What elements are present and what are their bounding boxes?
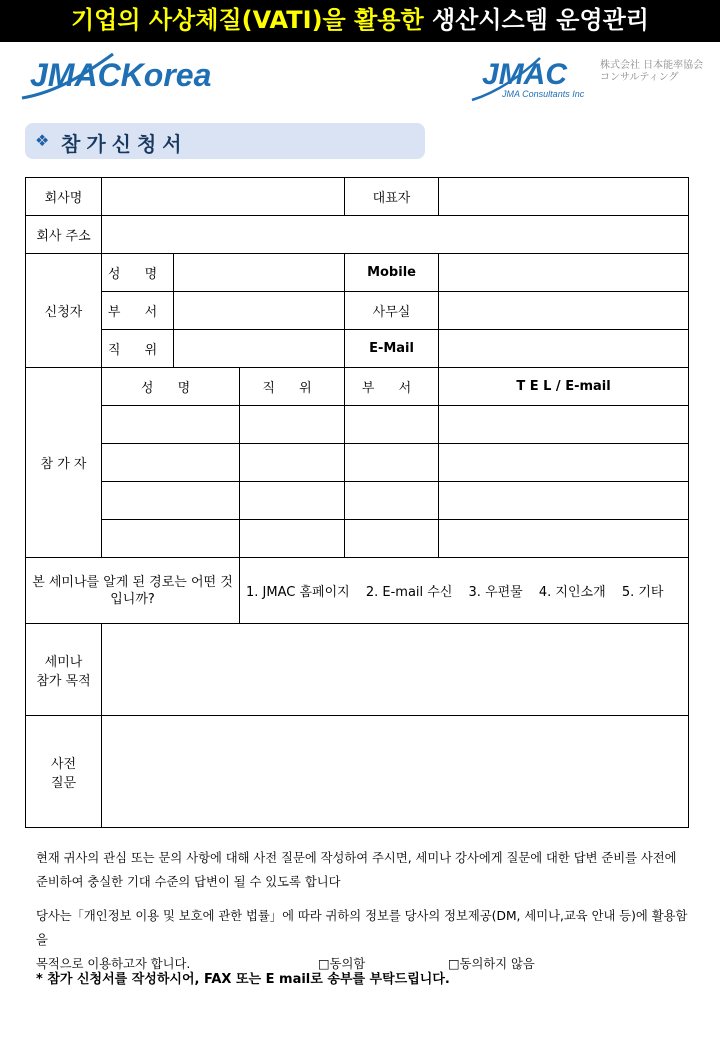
participant-name-field[interactable] (102, 482, 240, 520)
office-label: 사무실 (345, 292, 439, 330)
applicant-position-field[interactable] (174, 330, 345, 368)
route-options (240, 558, 689, 624)
participant-dept-field[interactable] (345, 444, 439, 482)
applicant-dept-label: 부 서 (102, 292, 174, 330)
participant-position-field[interactable] (240, 482, 345, 520)
participant-row (26, 406, 689, 444)
participant-position-field[interactable] (240, 406, 345, 444)
route-option-email[interactable]: 2. E-mail 수신 (365, 585, 453, 600)
applicant-position-label: 직 위 (102, 330, 174, 368)
notes-line2: 준비하여 충실한 기대 수준의 답변이 될 수 있도록 합니다 (36, 875, 341, 889)
participant-contact-field[interactable] (439, 444, 689, 482)
applicant-dept-field[interactable] (174, 292, 345, 330)
applicant-name-label: 성 명 (102, 254, 174, 292)
jmac-logo-text: JMAC (482, 58, 568, 91)
mobile-label: Mobile (345, 254, 439, 292)
pre-question-label-line1: 사전 (50, 756, 77, 772)
participant-position-header: 직 위 (240, 368, 345, 406)
ceo-label: 대표자 (345, 178, 439, 216)
participant-name-field[interactable] (102, 520, 240, 558)
company-address-label: 회사 주소 (26, 216, 102, 254)
participant-name-field[interactable] (102, 444, 240, 482)
mobile-field[interactable] (439, 254, 689, 292)
applicant-name-field[interactable] (174, 254, 345, 292)
application-form-table (25, 177, 689, 828)
notes-line4: 목적으로 이용하고자 합니다. (36, 957, 191, 971)
participant-dept-field[interactable] (345, 482, 439, 520)
seminar-purpose-label-line2: 참가 목적 (36, 673, 91, 689)
participant-position-field[interactable] (240, 520, 345, 558)
participant-contact-header: T E L / E-mail (439, 368, 689, 406)
participant-contact-field[interactable] (439, 482, 689, 520)
section-header (25, 123, 425, 159)
notes-section (36, 846, 696, 976)
diamond-bullet-icon: ❖ (35, 131, 50, 150)
jmac-korea-logo (18, 52, 278, 104)
pre-question-label (26, 716, 102, 828)
email-field[interactable] (439, 330, 689, 368)
pre-question-label-line2: 질문 (50, 775, 77, 791)
final-instruction: * 참가 신청서를 작성하시어, FAX 또는 E mail로 송부를 부탁드립니다. (36, 972, 450, 987)
jp-name-line1: 株式会社 日本能率協会 (600, 60, 704, 71)
jp-name-line2: コンサルティング (600, 72, 679, 83)
banner-title-part1: 기업의 사상체질(VATI)을 활용한 (71, 6, 432, 34)
seminar-purpose-label (26, 624, 102, 716)
jmac-japanese-name (600, 60, 703, 84)
participant-name-field[interactable] (102, 406, 240, 444)
notes-line1: 현재 귀사의 관심 또는 문의 사항에 대해 사전 질문에 작성하여 주시면, 세미나 강사에게 질문에 대한 답변 준비를 사전에 (36, 851, 677, 865)
participant-dept-field[interactable] (345, 520, 439, 558)
route-option-mail[interactable]: 3. 우편물 (468, 585, 523, 600)
company-address-field[interactable] (102, 216, 689, 254)
seminar-purpose-label-line1: 세미나 (44, 654, 83, 670)
participant-row (26, 482, 689, 520)
company-name-field[interactable] (102, 178, 345, 216)
agree-checkbox[interactable]: □동의함 (318, 957, 366, 971)
participant-contact-field[interactable] (439, 520, 689, 558)
route-option-referral[interactable]: 4. 지인소개 (538, 585, 606, 600)
participant-row (26, 444, 689, 482)
office-field[interactable] (439, 292, 689, 330)
section-title: 참가신청서 (61, 132, 188, 156)
participant-dept-header: 부 서 (345, 368, 439, 406)
participant-dept-field[interactable] (345, 406, 439, 444)
jmac-logo-subtext: JMA Consultants Inc (502, 89, 585, 99)
banner-title-part2: 생산시스템 운영관리 (431, 6, 649, 34)
participant-row (26, 520, 689, 558)
jmac-korea-logo-text: JMACKorea (30, 57, 212, 93)
email-label: E-Mail (345, 330, 439, 368)
participants-label: 참 가 자 (26, 368, 102, 558)
route-question: 본 세미나를 알게 된 경로는 어떤 것입니까? (26, 558, 240, 624)
company-name-label: 회사명 (26, 178, 102, 216)
pre-question-field[interactable] (102, 716, 689, 828)
applicant-label: 신청자 (26, 254, 102, 368)
disagree-checkbox[interactable]: □동의하지 않음 (448, 957, 535, 971)
participant-contact-field[interactable] (439, 406, 689, 444)
route-option-homepage[interactable]: 1. JMAC 홈페이지 (246, 585, 350, 600)
seminar-purpose-field[interactable] (102, 624, 689, 716)
notes-line3: 당사는「개인정보 이용 및 보호에 관한 법률」에 따라 귀하의 정보를 당사의 정보제공(DM, 세미나,교육 안내 등)에 활용함을 (36, 909, 688, 947)
ceo-field[interactable] (439, 178, 689, 216)
top-banner (0, 0, 720, 42)
participant-name-header: 성 명 (102, 368, 240, 406)
participant-position-field[interactable] (240, 444, 345, 482)
route-option-other[interactable]: 5. 기타 (621, 585, 664, 600)
